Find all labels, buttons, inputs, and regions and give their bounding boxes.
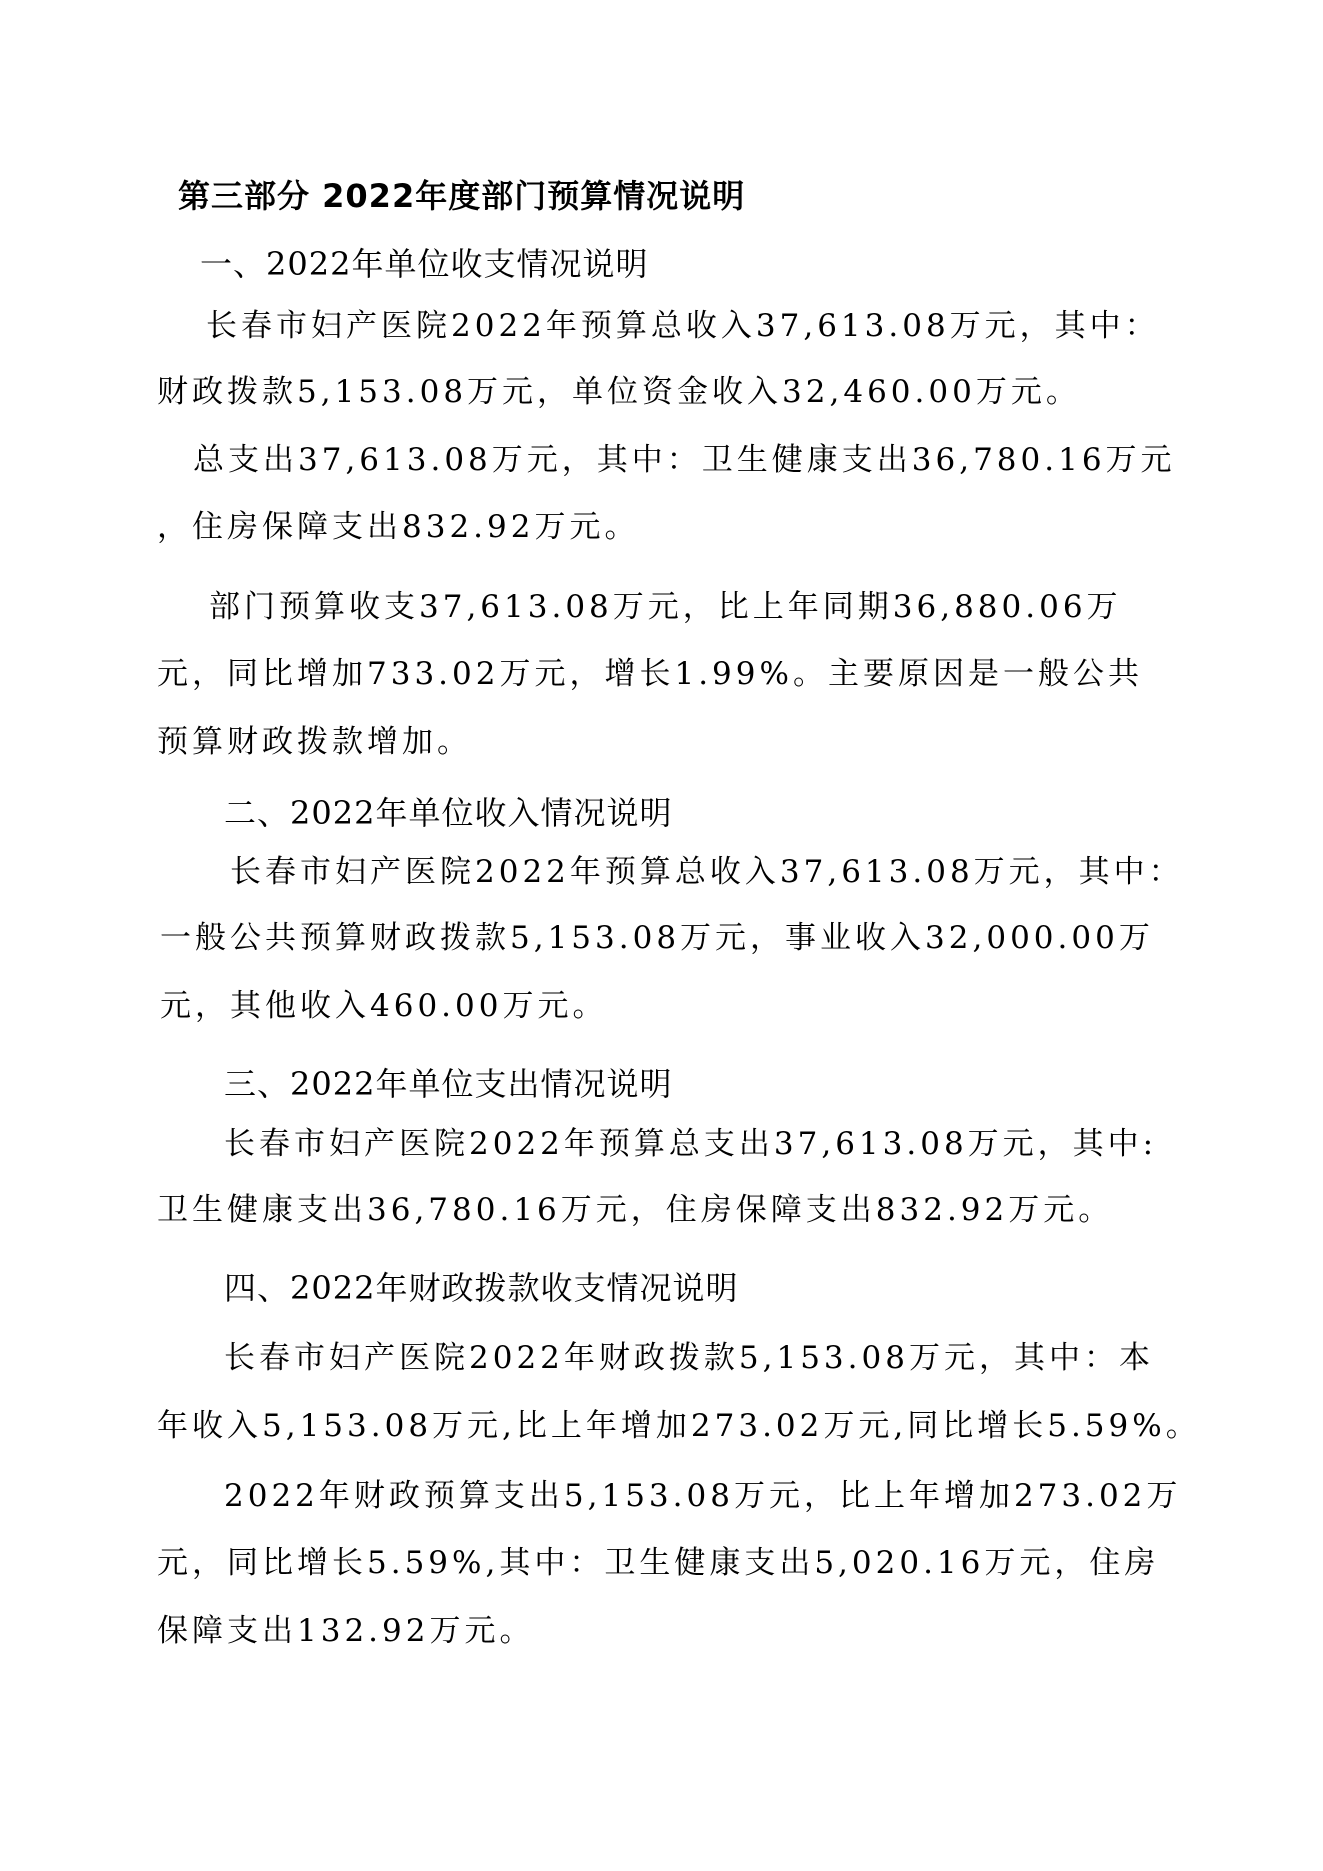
section-3-paragraph-1-line-1: 长春市妇产医院2022年预算总支出37,613.08万元，其中: bbox=[224, 1126, 1158, 1162]
section-4-paragraph-2-line-3: 保障支出132.92万元。 bbox=[157, 1613, 535, 1649]
section-1-paragraph-3-line-1: 部门预算收支37,613.08万元，比上年同期36,880.06万 bbox=[209, 589, 1122, 625]
section-3-heading: 三、2022年单位支出情况说明 bbox=[224, 1065, 673, 1103]
section-1-paragraph-1-line-1: 长春市妇产医院2022年预算总收入37,613.08万元，其中： bbox=[206, 308, 1160, 344]
section-1-heading: 一、2022年单位收支情况说明 bbox=[200, 245, 649, 283]
section-2-heading: 二、2022年单位收入情况说明 bbox=[224, 794, 673, 832]
section-1-paragraph-1-line-2: 财政拨款5,153.08万元，单位资金收入32,460.00万元。 bbox=[157, 374, 1081, 410]
section-3-paragraph-1-line-2: 卫生健康支出36,780.16万元，住房保障支出832.92万元。 bbox=[157, 1192, 1114, 1228]
section-4-paragraph-1-line-1: 长春市妇产医院2022年财政拨款5,153.08万元，其中：本 bbox=[224, 1340, 1154, 1376]
section-2-paragraph-1-line-3: 元，其他收入460.00万元。 bbox=[160, 988, 608, 1024]
section-4-paragraph-2-line-2: 元，同比增长5.59%,其中：卫生健康支出5,020.16万元，住房 bbox=[157, 1545, 1160, 1581]
section-2-paragraph-1-line-2: 一般公共预算财政拨款5,153.08万元，事业收入32,000.00万 bbox=[160, 920, 1154, 956]
section-4-paragraph-1-line-2: 年收入5,153.08万元,比上年增加273.02万元,同比增长5.59%。 bbox=[157, 1408, 1201, 1444]
section-2-paragraph-1-line-1: 长春市妇产医院2022年预算总收入37,613.08万元，其中： bbox=[230, 854, 1184, 890]
section-1-paragraph-3-line-3: 预算财政拨款增加。 bbox=[157, 724, 472, 760]
section-1-paragraph-2-line-2: ，住房保障支出832.92万元。 bbox=[157, 509, 640, 545]
section-4-paragraph-2-line-1: 2022年财政预算支出5,153.08万元，比上年增加273.02万 bbox=[224, 1478, 1182, 1514]
page-title: 第三部分 2022年度部门预算情况说明 bbox=[178, 177, 746, 215]
section-1-paragraph-2-line-1: 总支出37,613.08万元，其中：卫生健康支出36,780.16万元 bbox=[193, 442, 1176, 478]
section-4-heading: 四、2022年财政拨款收支情况说明 bbox=[224, 1269, 739, 1307]
section-1-paragraph-3-line-2: 元，同比增加733.02万元，增长1.99%。主要原因是一般公共 bbox=[157, 656, 1143, 692]
